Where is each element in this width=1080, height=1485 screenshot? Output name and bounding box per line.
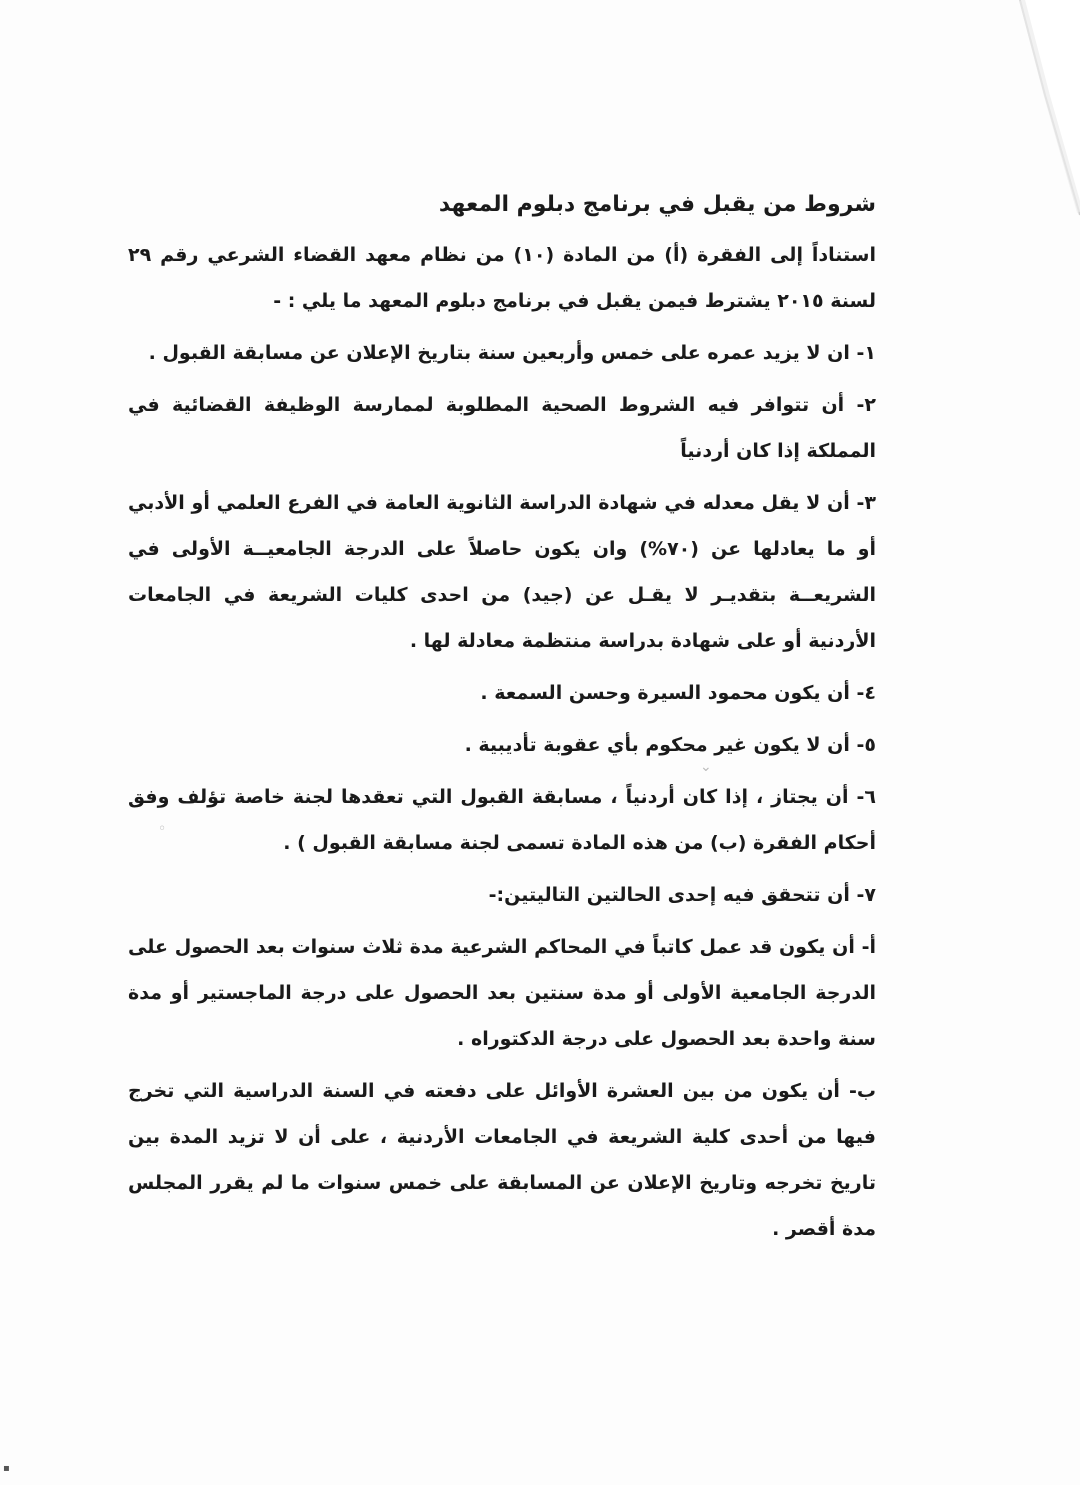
scan-speck: ◦ bbox=[158, 821, 167, 837]
page-fold-corner bbox=[840, 0, 1080, 240]
case-b: ب- أن يكون من بين العشرة الأوائل على دفعته في السنة الدراسية التي تخرج فيها من أحدى كلية الشريعة في الجامعات الأردنية ، على أن لا تزيد المدة بين تاريخ تخرجه وتاريخ الإعلان عن المسابقة على خمس سنوات ما لم يقرر المجلس مدة أقصر . bbox=[128, 1080, 876, 1240]
document-body bbox=[128, 180, 876, 1258]
condition-5: ٥- أن لا يكون غير محكوم بأي عقوبة تأديبية . bbox=[464, 734, 876, 756]
scan-speck: ▪ bbox=[3, 1463, 10, 1474]
condition-3: ٣- أن لا يقل معدله في شهادة الدراسة الثانوية العامة في الفرع العلمي أو الأدبي أو ما يعادلها عن (٧٠%) وان يكون حاصلاً على الدرجة الجامعيــة الأولى في الشريعــة بتقديـر لا يقـل عن (جيد) من احدى كليات الشريعة في الجامعات الأردنية أو على شهادة بدراسة منتظمة معادلة لها . bbox=[128, 492, 877, 652]
intro-paragraph: استناداً إلى الفقرة (أ) من المادة (١٠) من نظام معهد القضاء الشرعي رقم ٢٩ لسنة ٢٠١٥ يشترط فيمن يقبل في برنامج دبلوم المعهد ما يلي : - bbox=[128, 244, 877, 312]
condition-1: ١- ان لا يزيد عمره على خمس وأربعين سنة بتاريخ الإعلان عن مسابقة القبول . bbox=[148, 342, 876, 364]
case-a: أ- أن يكون قد عمل كاتباً في المحاكم الشرعية مدة ثلاث سنوات بعد الحصول على الدرجة الجامعية الأولى أو مدة سنتين بعد الحصول على درجة الماجستير أو مدة سنة واحدة بعد الحصول على درجة الدكتوراه . bbox=[128, 936, 876, 1050]
condition-7: ٧- أن تتحقق فيه إحدى الحالتين التاليتين:- bbox=[488, 884, 876, 906]
condition-4: ٤- أن يكون محمود السيرة وحسن السمعة . bbox=[480, 682, 876, 704]
document-title: شروط من يقبل في برنامج دبلوم المعهد bbox=[438, 192, 876, 217]
condition-2: ٢- أن تتوافر فيه الشروط الصحية المطلوبة لممارسة الوظيفة القضائية في المملكة إذا كان أردنياً bbox=[128, 394, 876, 462]
condition-6: ٦- أن يجتاز ، إذا كان أردنياً ، مسابقة القبول التي تعقدها لجنة خاصة تؤلف وفق أحكام الفقرة (ب) من هذه المادة تسمى لجنة مسابقة القبول ) . bbox=[128, 786, 876, 854]
scan-speck: ⌄ bbox=[700, 759, 712, 775]
